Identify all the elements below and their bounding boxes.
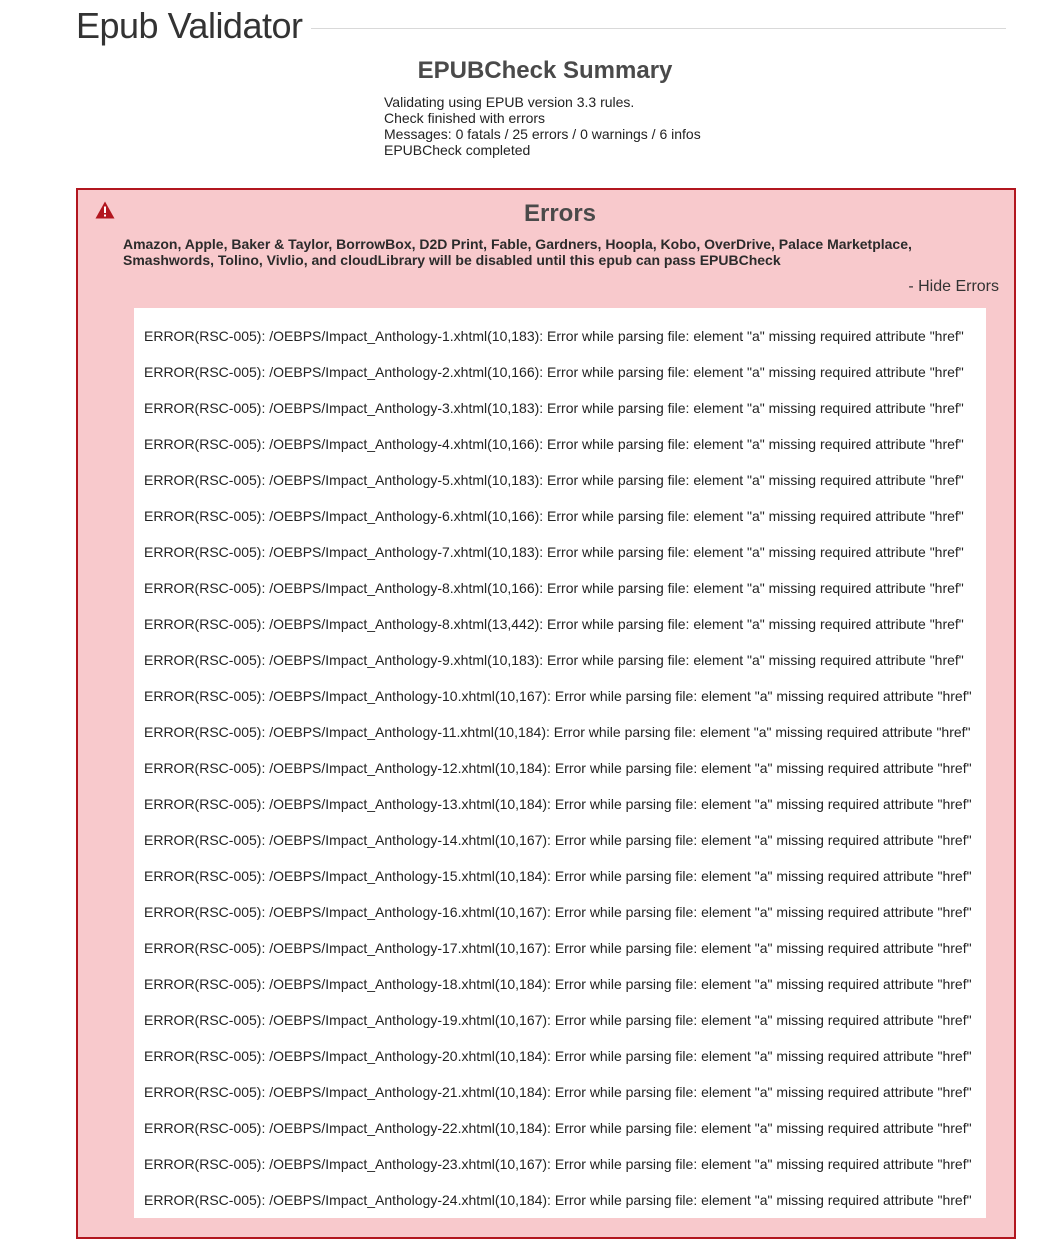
error-row: ERROR(RSC-005): /OEBPS/Impact_Anthology-7.xhtml(10,183): Error while parsing file: element "a" missing required attribute "href" [144, 544, 964, 560]
summary-line: Validating using EPUB version 3.3 rules. [384, 94, 635, 110]
errors-notice: Amazon, Apple, Baker & Taylor, BorrowBox, D2D Print, Fable, Gardners, Hoopla, Kobo, OverDrive, Palace Marketplace, Smashwords, Tolino, Vivlio, and cloudLibrary will be disabled until this epub can pass EPUBCheck [123, 236, 912, 268]
summary-line: EPUBCheck completed [384, 142, 531, 158]
error-row: ERROR(RSC-005): /OEBPS/Impact_Anthology-23.xhtml(10,167): Error while parsing file: element "a" missing required attribute "href" [144, 1156, 972, 1172]
summary-line: Messages: 0 fatals / 25 errors / 0 warnings / 6 infos [384, 126, 701, 142]
error-row: ERROR(RSC-005): /OEBPS/Impact_Anthology-13.xhtml(10,184): Error while parsing file: element "a" missing required attribute "href" [144, 796, 972, 812]
error-row: ERROR(RSC-005): /OEBPS/Impact_Anthology-10.xhtml(10,167): Error while parsing file: element "a" missing required attribute "href" [144, 688, 972, 704]
header-divider [311, 28, 1007, 29]
error-row: ERROR(RSC-005): /OEBPS/Impact_Anthology-12.xhtml(10,184): Error while parsing file: element "a" missing required attribute "href" [144, 760, 972, 776]
errors-panel [76, 188, 1016, 1239]
error-row: ERROR(RSC-005): /OEBPS/Impact_Anthology-14.xhtml(10,167): Error while parsing file: element "a" missing required attribute "href" [144, 832, 972, 848]
error-row: ERROR(RSC-005): /OEBPS/Impact_Anthology-21.xhtml(10,184): Error while parsing file: element "a" missing required attribute "href" [144, 1084, 972, 1100]
error-row: ERROR(RSC-005): /OEBPS/Impact_Anthology-1.xhtml(10,183): Error while parsing file: element "a" missing required attribute "href" [144, 328, 964, 344]
error-row: ERROR(RSC-005): /OEBPS/Impact_Anthology-11.xhtml(10,184): Error while parsing file: element "a" missing required attribute "href" [144, 724, 971, 740]
error-row: ERROR(RSC-005): /OEBPS/Impact_Anthology-8.xhtml(10,166): Error while parsing file: element "a" missing required attribute "href" [144, 580, 964, 596]
summary-details [384, 94, 701, 158]
error-row: ERROR(RSC-005): /OEBPS/Impact_Anthology-8.xhtml(13,442): Error while parsing file: element "a" missing required attribute "href" [144, 616, 964, 632]
error-row: ERROR(RSC-005): /OEBPS/Impact_Anthology-2.xhtml(10,166): Error while parsing file: element "a" missing required attribute "href" [144, 364, 964, 380]
error-row: ERROR(RSC-005): /OEBPS/Impact_Anthology-22.xhtml(10,184): Error while parsing file: element "a" missing required attribute "href" [144, 1120, 972, 1136]
error-row: ERROR(RSC-005): /OEBPS/Impact_Anthology-17.xhtml(10,167): Error while parsing file: element "a" missing required attribute "href" [144, 940, 972, 956]
error-row: ERROR(RSC-005): /OEBPS/Impact_Anthology-19.xhtml(10,167): Error while parsing file: element "a" missing required attribute "href" [144, 1012, 972, 1028]
error-row: ERROR(RSC-005): /OEBPS/Impact_Anthology-9.xhtml(10,183): Error while parsing file: element "a" missing required attribute "href" [144, 652, 964, 668]
page-header [76, 4, 1006, 48]
summary-line: Check finished with errors [384, 110, 546, 126]
error-row: ERROR(RSC-005): /OEBPS/Impact_Anthology-6.xhtml(10,166): Error while parsing file: element "a" missing required attribute "href" [144, 508, 964, 524]
error-row: ERROR(RSC-005): /OEBPS/Impact_Anthology-15.xhtml(10,184): Error while parsing file: element "a" missing required attribute "href" [144, 868, 972, 884]
hide-errors-link[interactable]: - Hide Errors [908, 278, 999, 295]
error-row: ERROR(RSC-005): /OEBPS/Impact_Anthology-20.xhtml(10,184): Error while parsing file: element "a" missing required attribute "href" [144, 1048, 972, 1064]
error-row: ERROR(RSC-005): /OEBPS/Impact_Anthology-24.xhtml(10,184): Error while parsing file: element "a" missing required attribute "href" [144, 1192, 972, 1208]
error-list [134, 308, 986, 1218]
error-row: ERROR(RSC-005): /OEBPS/Impact_Anthology-18.xhtml(10,184): Error while parsing file: element "a" missing required attribute "href" [144, 976, 972, 992]
page-title: Epub Validator [76, 5, 303, 46]
summary-title: EPUBCheck Summary [417, 57, 673, 84]
error-row: ERROR(RSC-005): /OEBPS/Impact_Anthology-5.xhtml(10,183): Error while parsing file: element "a" missing required attribute "href" [144, 472, 964, 488]
errors-title: Errors [523, 200, 597, 227]
error-row: ERROR(RSC-005): /OEBPS/Impact_Anthology-4.xhtml(10,166): Error while parsing file: element "a" missing required attribute "href" [144, 436, 964, 452]
error-row: ERROR(RSC-005): /OEBPS/Impact_Anthology-16.xhtml(10,167): Error while parsing file: element "a" missing required attribute "href" [144, 904, 972, 920]
error-row: ERROR(RSC-005): /OEBPS/Impact_Anthology-3.xhtml(10,183): Error while parsing file: element "a" missing required attribute "href" [144, 400, 964, 416]
